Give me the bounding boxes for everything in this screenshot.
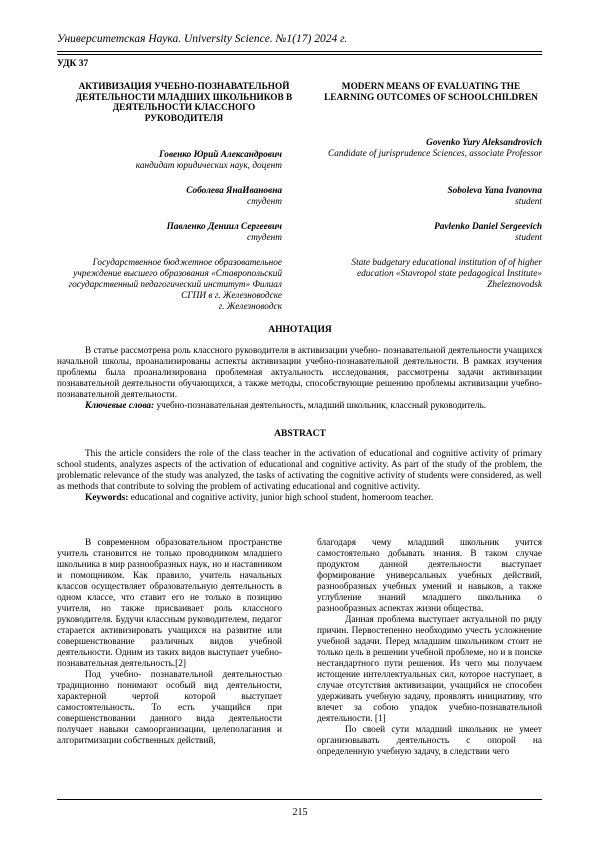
- author-name: Soboleva Yana Ivanovna: [447, 186, 542, 196]
- annotation-keywords: учебно-познавательная деятельность, младший школьник, классный руководитель.: [154, 401, 487, 411]
- annotation-body: [57, 346, 542, 412]
- header-rule: [57, 51, 542, 52]
- udk-code: УДК 37: [57, 59, 89, 69]
- author-role: student: [515, 197, 542, 207]
- abstract-heading: ABSTRACT: [274, 429, 326, 439]
- author-ru-1: [60, 150, 282, 172]
- affiliation-text: Государственное бюджетное образовательное учреждение высшего образования «Ставропольский государственный педагогический институт» Филиал СГПИ в г. Железноводске: [68, 258, 282, 301]
- abstract-body: [57, 449, 542, 504]
- author-name: Говенко Юрий Александрович: [159, 150, 282, 160]
- author-role: студент: [247, 197, 282, 207]
- author-role: student: [515, 233, 542, 243]
- affiliation-english: State budgetary educational institution of of higher education «Stavropol state pedagogical Institute» Zheleznovodsk: [351, 258, 542, 290]
- title-english: MODERN MEANS OF EVALUATING THE LEARNING OUTCOMES OF SCHOOLCHILDREN: [324, 82, 538, 103]
- body-paragraph: Под учебно- познавательной деятельностью традиционно понимают особый вид деятельности, характерной чертой которой выступает самостоятельность. То есть учащийся при совершенствовании данного вида деятельности получает навыки самоорганизации, целеполагания и алгоритмизации собственных действий,: [57, 670, 282, 746]
- author-ru-2: [60, 186, 282, 208]
- author-name: Соболева ЯнаИвановна: [186, 186, 282, 196]
- body-left-column: [57, 538, 282, 747]
- journal-header: Университетская Наука. University Science. №1(17) 2024 г.: [57, 33, 348, 45]
- author-role: кандидат юридических наук, доцент: [135, 161, 282, 171]
- affiliation-russian: [60, 258, 282, 313]
- author-en-1: [318, 138, 542, 160]
- affiliation-city: г. Железноводск: [218, 302, 282, 312]
- author-en-2: [318, 186, 542, 208]
- author-name: Pavlenko Daniel Sergeevich: [434, 222, 542, 232]
- author-role: Candidate of jurisprudence Sciences, associate Professor: [328, 149, 542, 159]
- annotation-text: В статье рассмотрена роль классного руководителя в активизации учебно- познавательной деятельности учащихся начальной школы, проанализированы аспекты активизации учебно-познавательной деятельности. В рамках изучения проблемы была проанализирована проблемная актуальность исследования, рассмотрены задачи активизации познавательной деятельности обучающихся, а также методы, способствующие решению проблемы активизации учебно- познавательной деятельности.: [57, 346, 542, 400]
- body-right-column: [317, 538, 542, 758]
- author-ru-3: [60, 222, 282, 244]
- annotation-keywords-label: Ключевые слова:: [85, 401, 155, 411]
- abstract-keywords-label: Keywords:: [85, 493, 129, 503]
- footer-rule: [57, 799, 542, 800]
- author-name: Govenko Yury Aleksandrovich: [426, 138, 542, 148]
- title-russian: АКТИВИЗАЦИЯ УЧЕБНО-ПОЗНАВАТЕЛЬНОЙ ДЕЯТЕЛЬНОСТИ МЛАДШИХ ШКОЛЬНИКОВ В ДЕЯТЕЛЬНОСТИ КЛАССНОГО РУКОВОДИТЕЛЯ: [75, 82, 293, 124]
- abstract-text: This the article considers the role of the class teacher in the activation of educational and cognitive activity of primary school students, analyzes aspects of the activation of educational and cognitive activity. As part of the study of the problem, the problematic relevance of the study was analyzed, the tasks of activating the cognitive activity of students were considered, as well as methods that contribute to solving the problem of activating educational and cognitive activity.: [57, 449, 542, 492]
- body-paragraph: По своей сути младший школьник не умеет организовывать деятельность с опорой на определенную учебную задачу, в следствии чего: [317, 725, 542, 757]
- annotation-heading: АННОТАЦИЯ: [268, 325, 332, 335]
- author-name: Павленко Дениил Сергеевич: [166, 222, 282, 232]
- page-number: 215: [292, 807, 308, 818]
- body-paragraph: В современном образовательном пространстве учитель становится не только проводником младшего школьника в мир разнообразных наук, но и наставником и помощником. Как правило, учитель начальных классов осуществляет образовательную деятельность в одном классе, что ставит его не только в позицию учителя, но также присваивает роль классного руководителя. Будучи классным руководителем, педагог старается активизировать учащихся на развитие или совершенствование различных видов учебной деятельности. Одним из таких видов выступает учебно-познавательная деятельность.[2]: [57, 538, 282, 669]
- body-paragraph: благодаря чему младший школьник учится самостоятельно добывать знания. В таком случае продуктом данной деятельности выступает формирование универсальных учебных действий, разнообразных учебных умений и навыков, а также углубление знаний младшего школьника о разнообразных аспектах жизни общества.: [317, 538, 542, 614]
- abstract-keywords: educational and cognitive activity, junior high school student, homeroom teacher.: [128, 493, 434, 503]
- header-rule-secondary: [57, 54, 542, 55]
- author-role: студент: [247, 233, 282, 243]
- author-en-3: [318, 222, 542, 244]
- body-paragraph: Данная проблема выступает актуальной по ряду причин. Первостепенно необходимо учесть усложнение учебной задачи. Перед младшим школьником стоит не только цель в решении учебной проблеме, но и в поиске нестандартного пути решения. Из чего мы получаем истощение интеллектуальных сил, которое наступает, в случае отсутствия активизации, учащийся не способен удерживать учебную задачу, проявлять инициативу, что влечет за собою упадок учебно-познавательной деятельности. [1]: [317, 615, 542, 724]
